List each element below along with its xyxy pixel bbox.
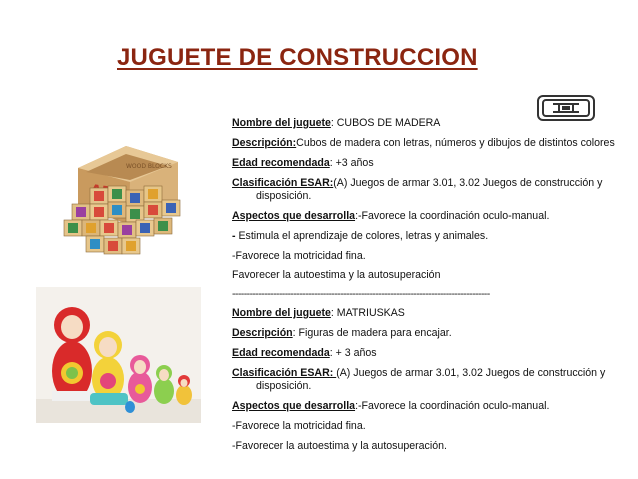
toy2-aspects-line [232,400,549,413]
toy2-desc-value: : Figuras de madera para encajar. [292,327,452,339]
toy2-class-line [232,367,605,380]
toy2-age-value: : + 3 años [329,347,377,359]
toy1-class-label: Clasificación ESAR: [232,177,334,189]
toy1-class-value-2: disposición. [256,190,312,202]
matryoshka-dolls-image [36,287,201,423]
toy1-aspects-value: :-Favorece la coordinación oculo-manual. [355,210,550,222]
toy1-aspect-4: Favorecer la autoestima y la autosuperación [232,269,441,281]
page-title: JUGUETE DE CONSTRUCCION [117,44,478,71]
esar-logo-icon [537,95,595,121]
toy1-desc-line [232,137,615,150]
toy1-name-value: : CUBOS DE MADERA [330,117,441,129]
toy1-aspect-2-dash: - [232,230,239,242]
toy1-aspects-line [232,210,549,223]
toy1-desc-value: Cubos de madera con letras, números y dibujos de distintos colores [296,137,615,149]
toy1-aspect-2 [232,230,488,243]
toy1-aspect-2-text: Estimula el aprendizaje de colores, letras y animales. [238,230,489,242]
toy2-desc-label: Descripción [232,327,293,339]
toy1-desc-label: Descripción: [232,137,297,149]
toy2-aspects-label: Aspectos que desarrolla [232,400,356,412]
toy2-age-label: Edad recomendada [232,347,330,359]
svg-text:WOOD BLOCKS: WOOD BLOCKS [126,163,172,170]
wood-blocks-image [56,128,200,260]
toy1-class-value: (A) Juegos de armar 3.01, 3.02 Juegos de construcción y [333,177,603,189]
toy2-name-label: Nombre del juguete [232,307,331,319]
toy1-class-line [232,177,602,190]
toy2-class-value-2: disposición. [256,380,312,392]
toy1-age-line [232,157,374,170]
toy2-age-line [232,347,377,360]
toy1-aspect-3: -Favorece la motricidad fina. [232,250,366,262]
toy2-name-line [232,307,405,320]
toy2-name-value: : MATRIUSKAS [330,307,405,319]
toy2-class-line-2 [232,380,311,393]
toy2-aspects-value: :-Favorece la coordinación oculo-manual. [355,400,550,412]
toy1-age-value: : +3 años [329,157,374,169]
toy1-name-line [232,117,440,130]
toy2-class-label: Clasificación ESAR: [232,367,337,379]
separator-line: ---------------------------------------------------------------------------------------- [232,288,490,300]
toy1-aspects-label: Aspectos que desarrolla [232,210,356,222]
toy1-age-label: Edad recomendada [232,157,330,169]
toy1-name-label: Nombre del juguete [232,117,331,129]
toy1-class-line-2 [232,190,311,203]
toy2-aspect-3: -Favorecer la autoestima y la autosuperación. [232,440,447,452]
toy2-aspect-2: -Favorece la motricidad fina. [232,420,366,432]
toy2-class-value: (A) Juegos de armar 3.01, 3.02 Juegos de construcción y [336,367,606,379]
toy2-desc-line [232,327,452,340]
